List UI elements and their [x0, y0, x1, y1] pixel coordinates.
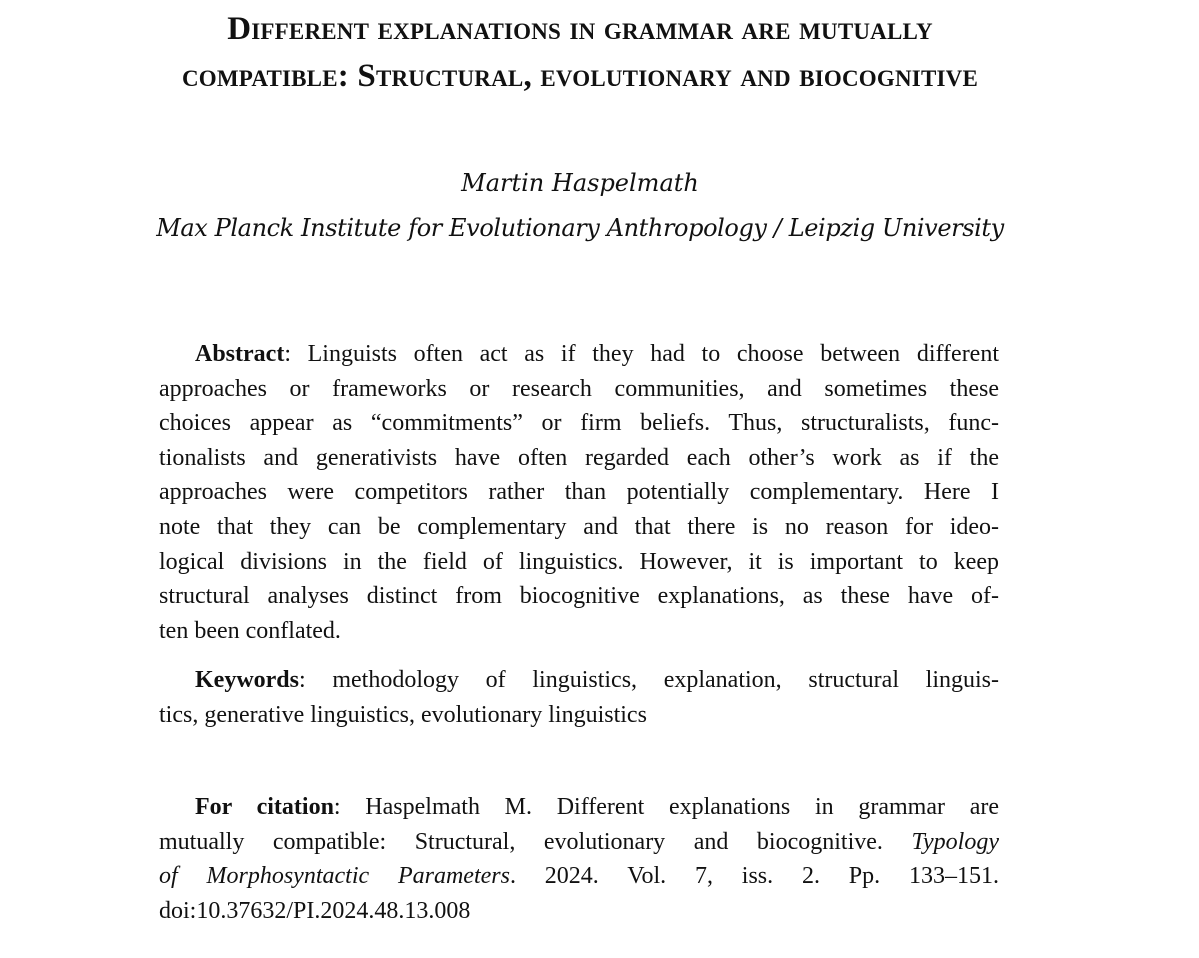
abstract-line: choices appear as “commitments” or firm beliefs. Thus, structuralists, func-	[159, 410, 999, 437]
citation-text: mutually compatible: Structural, evolutionary and biocognitive.	[159, 828, 883, 855]
citation-section	[159, 790, 999, 928]
keywords-line	[159, 663, 999, 698]
keywords-section	[159, 663, 999, 732]
abstract-line: structural analyses distinct from biocognitive explanations, as these have of-	[159, 583, 999, 610]
citation-journal: of Morphosyntactic Parameters	[159, 863, 510, 890]
paper-title	[0, 6, 1160, 100]
abstract-line: ten been conflated.	[159, 617, 341, 644]
title-line-2: compatible: Structural, evolutionary and biocognitive	[182, 58, 978, 94]
keywords-line: tics, generative linguistics, evolutionary linguistics	[159, 701, 647, 728]
abstract-line: approaches or frameworks or research communities, and sometimes these	[159, 375, 999, 402]
citation-line	[159, 825, 999, 860]
citation-journal: Typology	[911, 828, 999, 855]
abstract-label: Abstract	[195, 341, 285, 367]
citation-label: For citation	[195, 794, 334, 820]
author-name: Martin Haspelmath	[461, 169, 699, 197]
citation-doi: doi:10.37632/PI.2024.48.13.008	[159, 897, 471, 924]
title-line-1: Different explanations in grammar are mutually	[227, 11, 933, 47]
citation-line	[159, 859, 999, 894]
abstract-line: note that they can be complementary and that there is no reason for ideo-	[159, 513, 999, 540]
author-affiliation: Max Planck Institute for Evolutionary Anthropology / Leipzig University	[156, 214, 1004, 242]
citation-line	[159, 790, 999, 825]
abstract-line: approaches were competitors rather than potentially complementary. Here I	[159, 479, 999, 506]
citation-text: : Haspelmath M. Different explanations in grammar are	[333, 794, 999, 820]
abstract-line: logical divisions in the field of linguistics. However, it is important to keep	[159, 548, 999, 575]
abstract-section	[159, 337, 999, 648]
abstract-line: tionalists and generativists have often regarded each other’s work as if the	[159, 444, 999, 471]
abstract-text: : Linguists often act as if they had to choose between different	[284, 341, 999, 367]
keywords-text: : methodology of linguistics, explanation, structural linguis-	[299, 667, 999, 693]
abstract-line	[159, 337, 999, 372]
keywords-label: Keywords	[195, 667, 299, 693]
citation-text: . 2024. Vol. 7, iss. 2. Pp. 133–151.	[509, 863, 999, 890]
